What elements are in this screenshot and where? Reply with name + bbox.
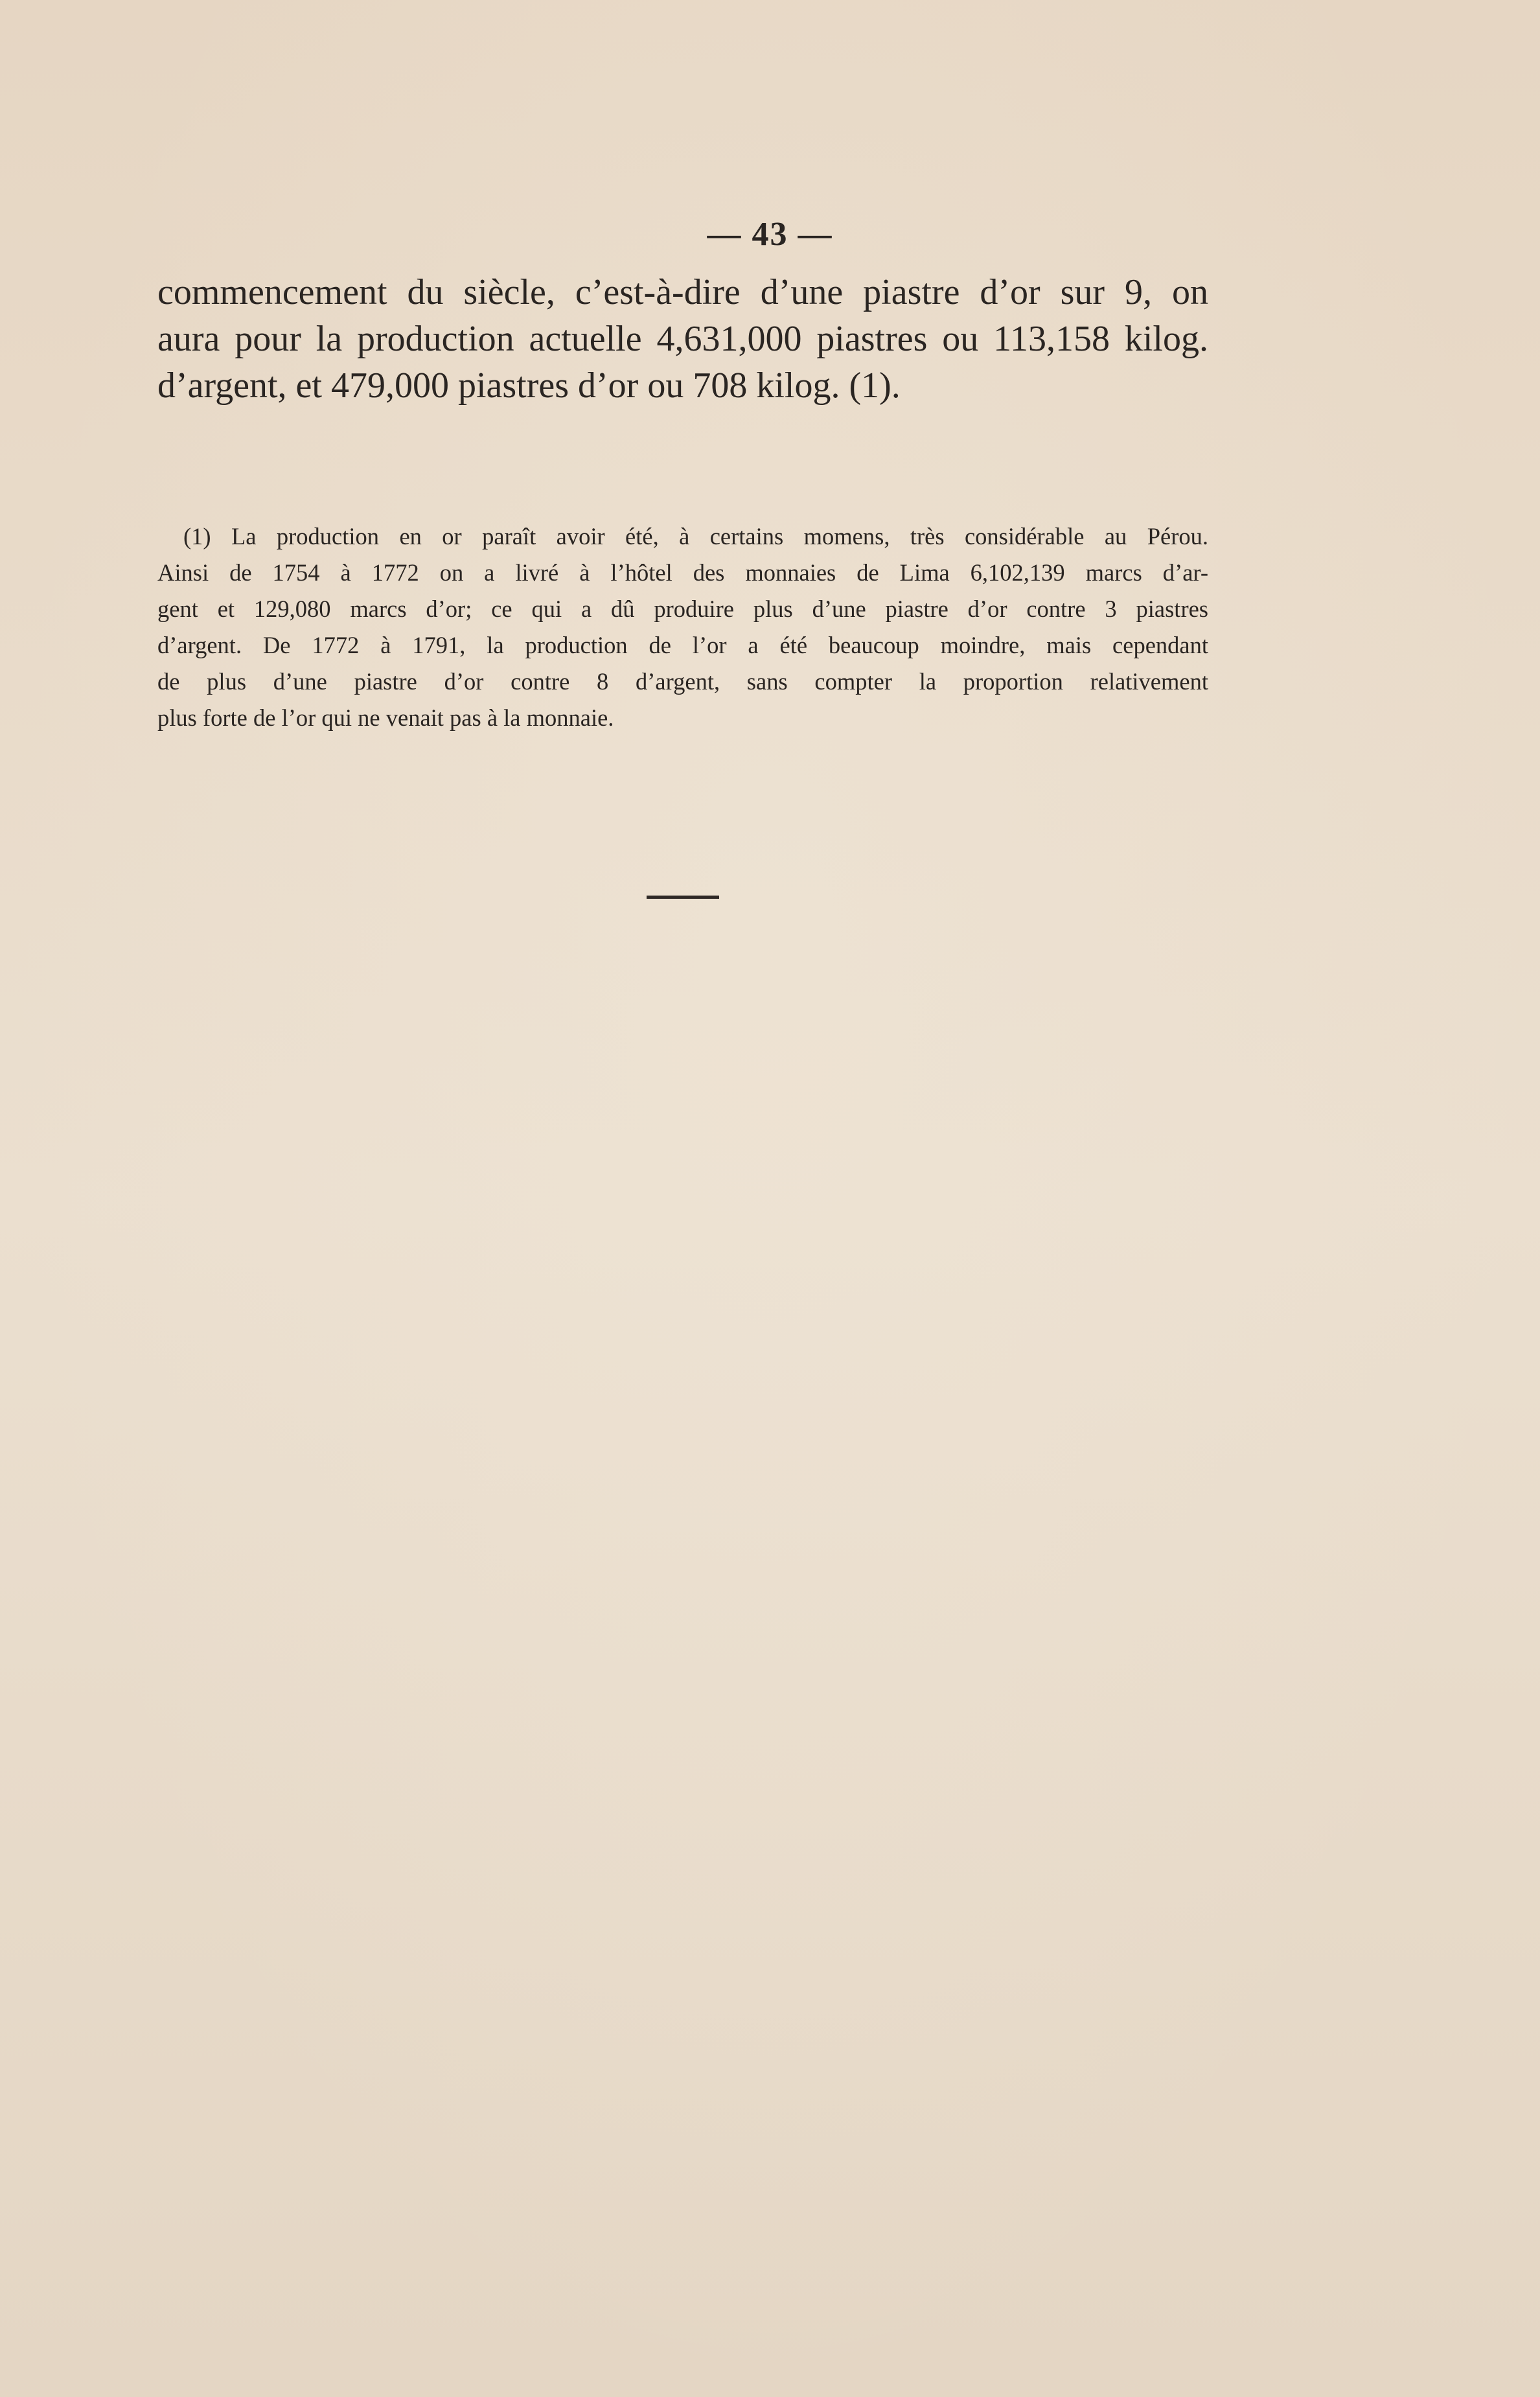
footnote-line: plus forte de l’or qui ne venait pas à la monnaie. [157, 704, 614, 731]
body-line: d’argent, et 479,000 piastres d’or ou 708 kilog. (1). [157, 365, 901, 406]
section-end-rule [647, 896, 719, 899]
body-line: aura pour la production actuelle 4,631,000 piastres ou 113,158 kilog. [157, 319, 1208, 359]
footnote-line: de plus d’une piastre d’or contre 8 d’argent, sans compter la proportion relativement [157, 668, 1208, 695]
footnote-line: d’argent. De 1772 à 1791, la production de l’or a été beaucoup moindre, mais cependant [157, 632, 1208, 658]
body-paragraph [157, 269, 1208, 409]
footnote-line: Ainsi de 1754 à 1772 on a livré à l’hôtel des monnaies de Lima 6,102,139 marcs d’ar- [157, 559, 1208, 586]
footnote [157, 518, 1208, 736]
body-line: commencement du siècle, c’est-à-dire d’une piastre d’or sur 9, on [157, 272, 1208, 312]
page-number: — 43 — [707, 216, 833, 253]
footnote-line: gent et 129,080 marcs d’or; ce qui a dû produire plus d’une piastre d’or contre 3 piastres [157, 596, 1208, 622]
footnote-line: (1) La production en or paraît avoir été, à certains momens, très considérable au Pérou. [183, 523, 1208, 550]
